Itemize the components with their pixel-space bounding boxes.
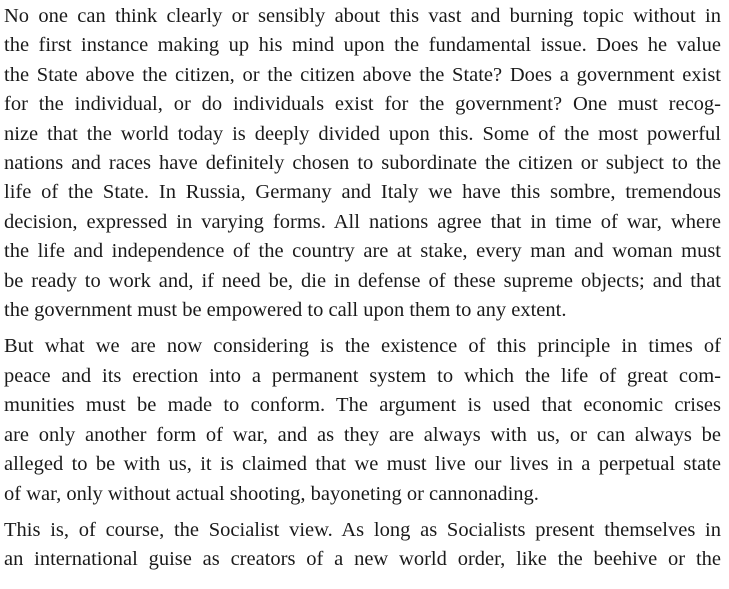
text-line: the first instance making up his mind upon the fundamental issue. Does he value bbox=[4, 34, 721, 57]
text-line: But what we are now considering is the existence of this principle in times of bbox=[4, 335, 721, 358]
text-line: life of the State. In Russia, Germany and Italy we have this sombre, tremendous bbox=[4, 181, 721, 204]
text-line: the State above the citizen, or the citizen above the State? Does a government exist bbox=[4, 63, 721, 86]
text-line: be ready to work and, if need be, die in defense of these supreme objects; and that bbox=[4, 269, 721, 292]
text-line: This is, of course, the Socialist view. As long as Socialists present themselves in bbox=[4, 518, 721, 541]
text-line: an international guise as creators of a new world order, like the beehive or the bbox=[4, 548, 721, 571]
text-line: the life and independence of the country are at stake, every man and woman must bbox=[4, 240, 721, 263]
text-line: peace and its erection into a permanent system to which the life of great com- bbox=[4, 364, 721, 387]
text-line: decision, expressed in varying forms. All nations agree that in time of war, where bbox=[4, 210, 721, 233]
text-line: nations and races have definitely chosen to subordinate the citizen or subject to the bbox=[4, 152, 721, 175]
text-line: munities must be made to conform. The argument is used that economic crises bbox=[4, 394, 721, 417]
paragraph-1 bbox=[4, 2, 721, 325]
text-line: the government must be empowered to call upon them to any extent. bbox=[4, 299, 567, 322]
text-line: No one can think clearly or sensibly about this vast and burning topic without in bbox=[4, 5, 721, 27]
text-line: alleged to be with us, it is claimed that we must live our lives in a perpetual state bbox=[4, 453, 721, 476]
text-line: nize that the world today is deeply divided upon this. Some of the most powerful bbox=[4, 122, 721, 145]
text-line: for the individual, or do individuals exist for the government? One must recog- bbox=[4, 93, 721, 116]
text-line: of war, only without actual shooting, bayoneting or cannonading. bbox=[4, 482, 539, 505]
paragraph-2 bbox=[4, 332, 721, 508]
text-line: are only another form of war, and as they are always with us, or can always be bbox=[4, 423, 721, 446]
paragraph-3 bbox=[4, 516, 721, 575]
